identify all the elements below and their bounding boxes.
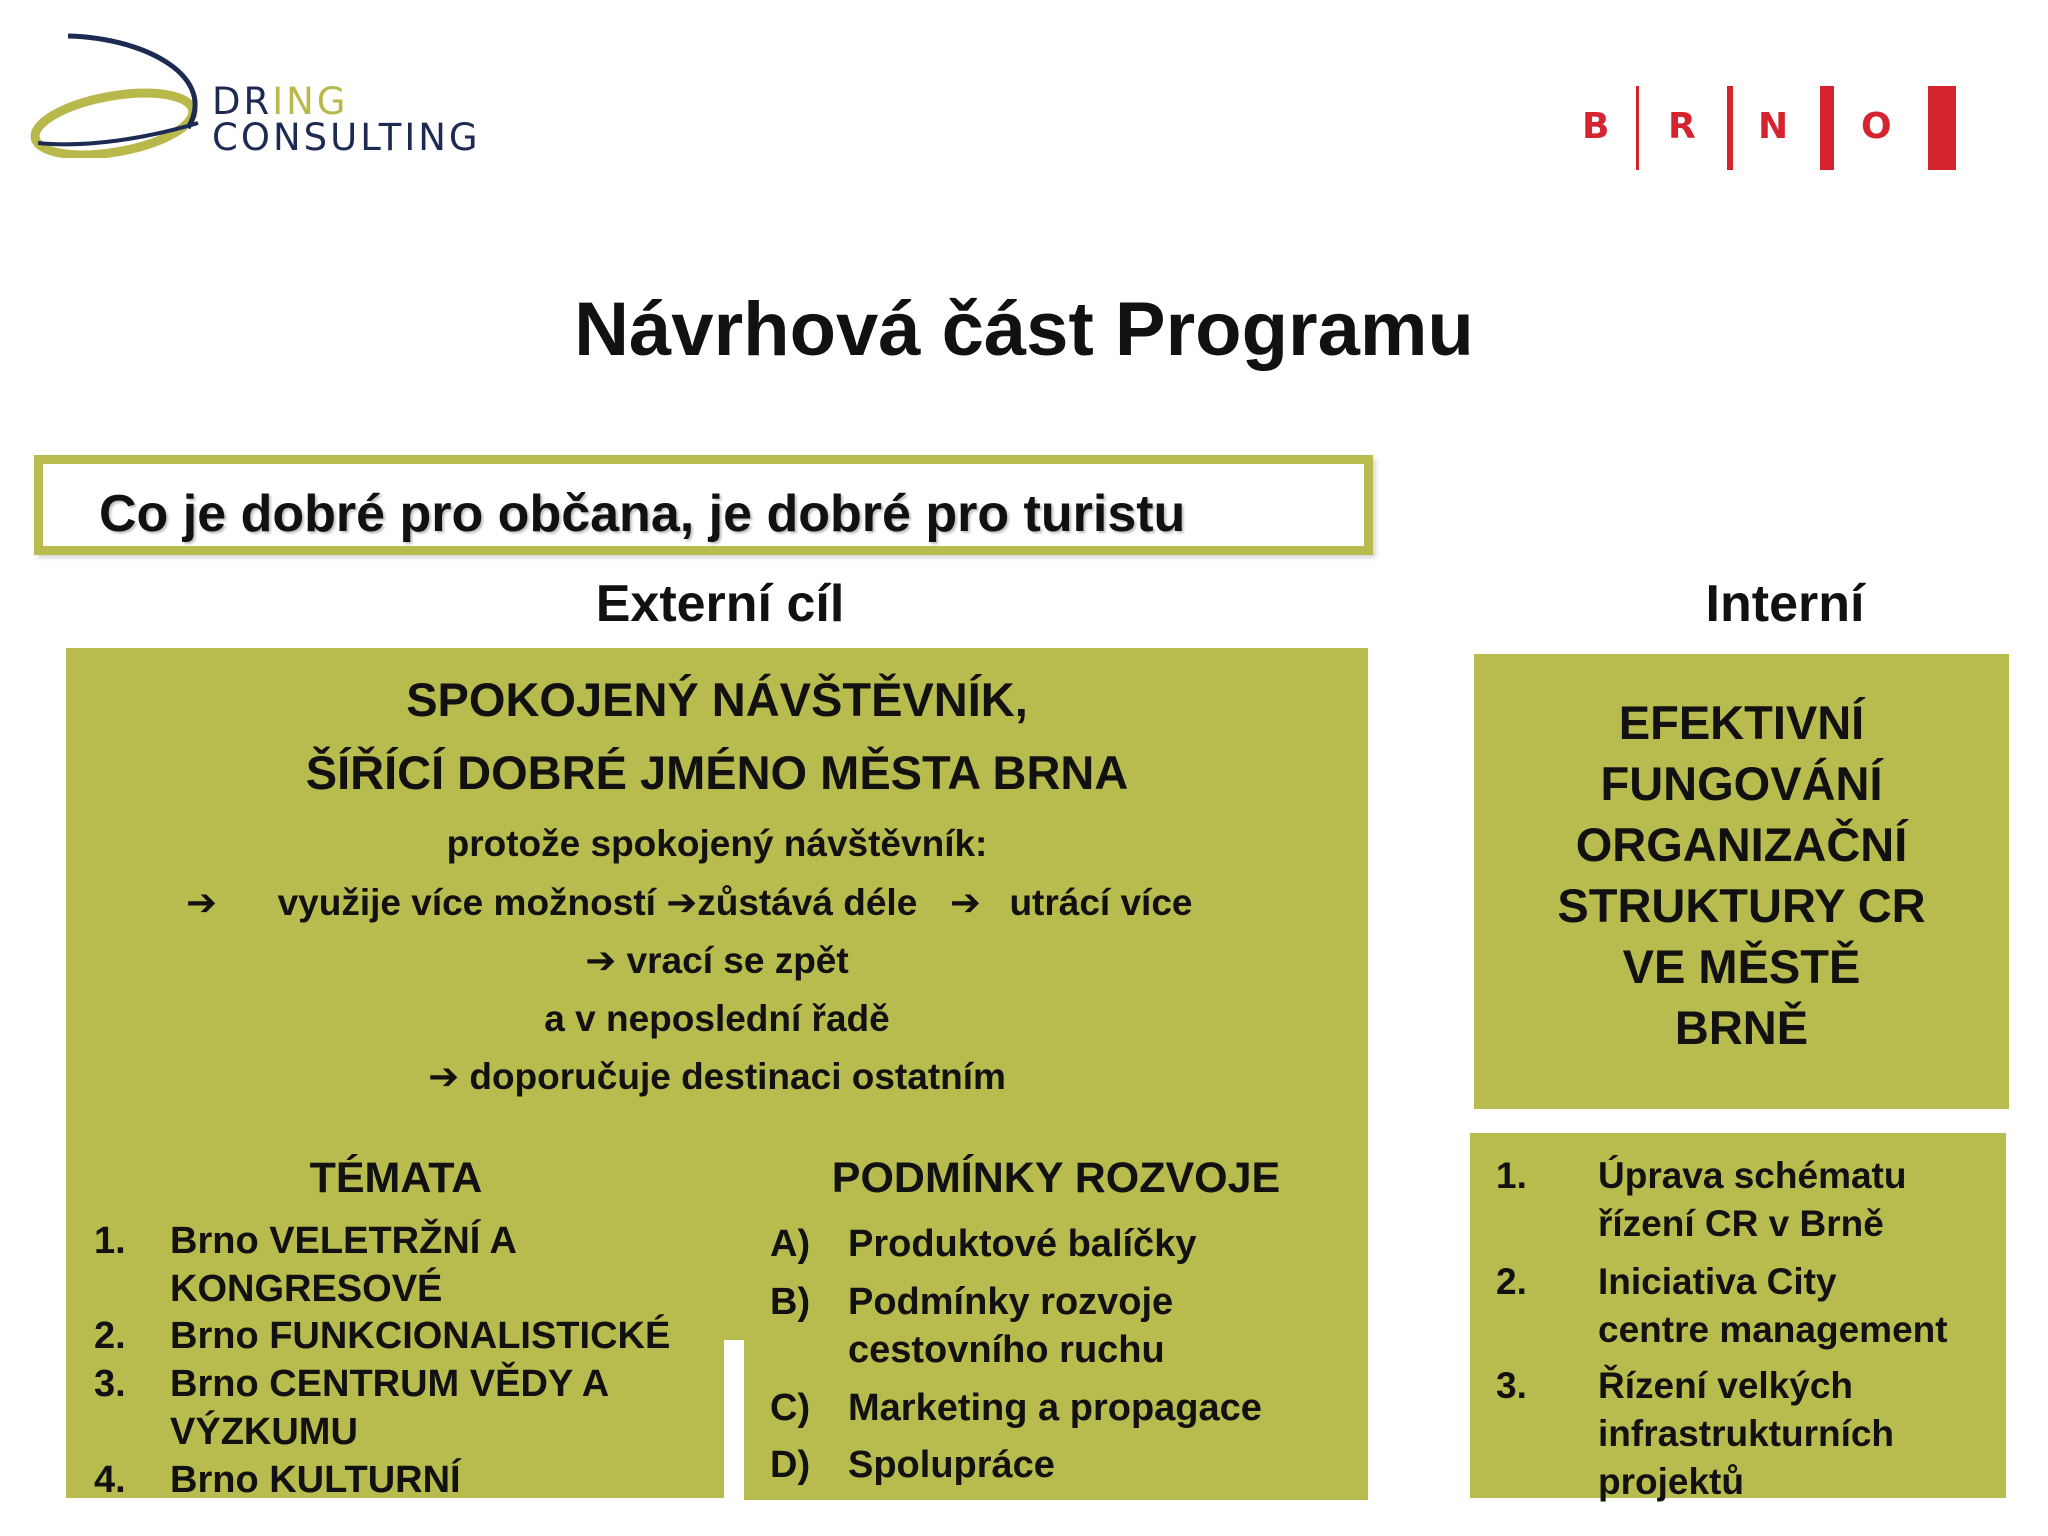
internal-item: 2. Iniciativa City centre management: [1496, 1261, 1948, 1350]
condition-item: B) Podmínky rozvoje cestovního ruchu: [770, 1281, 1174, 1371]
benefit-3: utrácí více: [1009, 882, 1193, 923]
brno-bar-3: [1820, 86, 1834, 170]
benefit-2: zůstává déle: [697, 882, 918, 923]
brno-bar-1: [1636, 86, 1639, 170]
dring-consulting-logo: [28, 28, 588, 158]
benefits-row: [186, 874, 1193, 932]
brno-letter-o: O: [1861, 106, 1892, 147]
logo-line1: DRING: [212, 80, 349, 123]
arrow-icon: ➔: [949, 881, 981, 924]
condition-item: A) Produktové balíčky: [770, 1223, 1197, 1265]
theme-item: 1. Brno VELETRŽNÍ A KONGRESOVÉ: [94, 1220, 517, 1310]
theme-item: 2. Brno FUNKCIONALISTICKÉ: [94, 1315, 671, 1357]
themes-heading: TÉMATA: [309, 1154, 483, 1202]
slogan-box: [34, 455, 1373, 555]
theme-item: 3. Brno CENTRUM VĚDY A VÝZKUMU: [94, 1363, 610, 1453]
benefit-4-row: [66, 932, 1368, 990]
brno-logo: [1568, 80, 1968, 176]
brno-letter-b: B: [1582, 106, 1610, 147]
logo-swoosh-icon: [28, 28, 228, 158]
page-title: Návrhová část Programu: [574, 287, 1474, 372]
because-text: protože spokojený návštěvník:: [446, 823, 988, 864]
internal-heading: Interní: [1705, 575, 1865, 633]
benefit-5: doporučuje destinaci ostatním: [469, 1056, 1006, 1097]
benefit-5-row: [66, 1048, 1368, 1106]
arrow-icon: ➔: [186, 881, 218, 924]
logo-line2: CONSULTING: [212, 116, 481, 159]
internal-item: 1. Úprava schématu řízení CR v Brně: [1496, 1155, 1907, 1244]
internal-goal-text: EFEKTIVNÍ FUNGOVÁNÍ ORGANIZAČNÍ STRUKTURY CR VE MĚSTĚ BRNĚ: [1557, 696, 1926, 1054]
slogan-text: Co je dobré pro občana, je dobré pro turistu: [99, 485, 1186, 543]
condition-item: C) Marketing a propagace: [770, 1387, 1262, 1429]
conditions-heading: PODMÍNKY ROZVOJE: [831, 1154, 1281, 1202]
arrow-icon: ➔: [666, 881, 698, 924]
benefit-1: využije více možností: [277, 882, 656, 923]
brno-letter-r: R: [1668, 106, 1696, 147]
internal-item: 3. Řízení velkých infrastrukturních projektů: [1496, 1365, 1895, 1502]
external-goal-line1: SPOKOJENÝ NÁVŠTĚVNÍK,: [406, 673, 1028, 726]
brno-letter-n: N: [1758, 106, 1789, 147]
brno-bar-2: [1727, 86, 1733, 170]
brno-bar-4: [1928, 86, 1956, 170]
external-heading: Externí cíl: [595, 575, 845, 633]
arrow-icon: ➔: [585, 939, 617, 982]
external-goal-line2: ŠÍŘÍCÍ DOBRÉ JMÉNO MĚSTA BRNA: [305, 746, 1129, 799]
benefit-4: vrací se zpět: [626, 940, 849, 981]
condition-item: D) Spolupráce: [770, 1444, 1055, 1486]
theme-item: 4. Brno KULTURNÍ: [94, 1459, 461, 1501]
arrow-icon: ➔: [428, 1055, 460, 1098]
last-intro: a v neposlední řadě: [544, 998, 890, 1039]
